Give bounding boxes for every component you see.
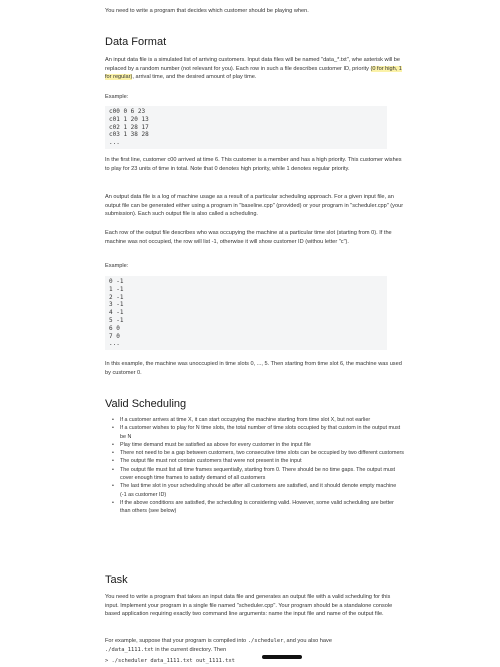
command-example: > ./scheduler data_1111.txt out_1111.txt	[105, 658, 235, 664]
code-line: 2 -1	[109, 293, 124, 301]
code-line: 4 -1	[109, 309, 124, 317]
output-example-code-block	[105, 276, 387, 350]
intro-text: You need to write a program that decides which customer should be playing when.	[105, 8, 309, 14]
code-line: 7 0	[109, 332, 120, 340]
valid-scheduling-list	[112, 416, 404, 516]
data-format-para-2: In the first line, customer c00 arrived at time 6. This customer is a member and has a high priority. This customer wishes to play for 23 units of time in total. Note that 0 denotes high priority, while 1 denotes regular priority.	[105, 157, 402, 172]
task-heading: Task	[105, 574, 128, 586]
code-line: c00 0 6 23	[109, 108, 146, 115]
code-line: 6 0	[109, 324, 120, 332]
list-item: • If a customer wishes to play for N time slots, the total number of time slots occupied by that custom in the output must be N	[112, 424, 404, 441]
list-item: • The output file must not contain customers that were not present in the input	[112, 457, 404, 465]
list-item: • There not need to be a gap between customers, two consecutive time slots can be occupied by two different customers	[112, 449, 404, 457]
example-label-1: Example:	[105, 94, 129, 100]
data-format-para-4: Each row of the output file describes who was occupying the machine at a particular time slot (starting from 0). If the machine was not occupied, the row will list -1, otherwise it will show customer ID (withou letter "c").	[105, 230, 392, 245]
list-item: • If a customer arrives at time X, it can start occupying the machine starting from time slot X, but not earlier	[112, 416, 404, 424]
code-line: c01 1 20 13	[109, 115, 149, 123]
data-format-heading: Data Format	[105, 36, 167, 48]
task-para-2: For example, suppose that your program is compiled into ./scheduler, and you also have ./data_1111.txt in the current directory. Then	[105, 638, 332, 653]
list-item: • If the above conditions are satisfied, the scheduling is considering valid. However, some valid scheduling are better than others (see below)	[112, 499, 404, 516]
code-line: 3 -1	[109, 301, 124, 309]
code-line: ...	[109, 340, 120, 348]
priority-highlight: (0 for high, 1 for regular)	[105, 65, 402, 81]
list-item: • Play time demand must be satisfied as above for every customer in the input file	[112, 441, 404, 449]
inline-code: ./data_1111.txt	[105, 646, 154, 653]
code-line: 0 -1	[109, 278, 124, 285]
input-example-code-block	[105, 106, 387, 149]
code-line: c03 1 38 28	[109, 131, 149, 139]
list-item: • The last time slot in your scheduling should be after all customers are satisfied, and it should denote empty machine (-1 as customer ID)	[112, 482, 404, 499]
data-format-para-5: In this example, the machine was unoccupied in time slots 0, ..., 5. Then starting from time slot 6, the machine was used by customer 0.	[105, 361, 402, 376]
example-label-2: Example:	[105, 263, 129, 269]
data-format-para-1: An input data file is a simulated list of arriving customers. Input data files will be named "data_*.txt", whe asterisk will be replaced by a random number (not relevant for you). Each row in such a file describes customer ID, priority (0 for high, 1 for regular), arrival time, and the desired amount of play time.	[105, 57, 402, 81]
inline-code: ./scheduler	[247, 638, 284, 644]
task-para-1: You need to write a program that takes an input data file and generates an output file with a valid scheduling for this input. Implement your program in a single file named "scheduler.cpp". Your program should be a standalone console based application requiring exactly two command line arguments: name the input file and name of the output file.	[105, 594, 393, 618]
list-item: • The output file must list all time frames sequentially, starting from 0. There should be no time gaps. The output must cover enough time frames to satisfy demand of all customers	[112, 466, 404, 483]
code-line: 1 -1	[109, 285, 124, 293]
code-line: 5 -1	[109, 316, 124, 324]
code-line: c02 1 28 17	[109, 123, 149, 131]
valid-scheduling-heading: Valid Scheduling	[105, 398, 187, 410]
data-format-para-3: An output data file is a log of machine usage as a result of a particular scheduling approach. For a given input file, an output file can be generated either using a program in "baseline.cpp" (provided) or your program in "scheduler.cpp" (your submission). Each such output file is also called a scheduling.	[105, 194, 404, 218]
code-line: ...	[109, 139, 120, 147]
home-indicator-bar[interactable]	[262, 655, 302, 659]
